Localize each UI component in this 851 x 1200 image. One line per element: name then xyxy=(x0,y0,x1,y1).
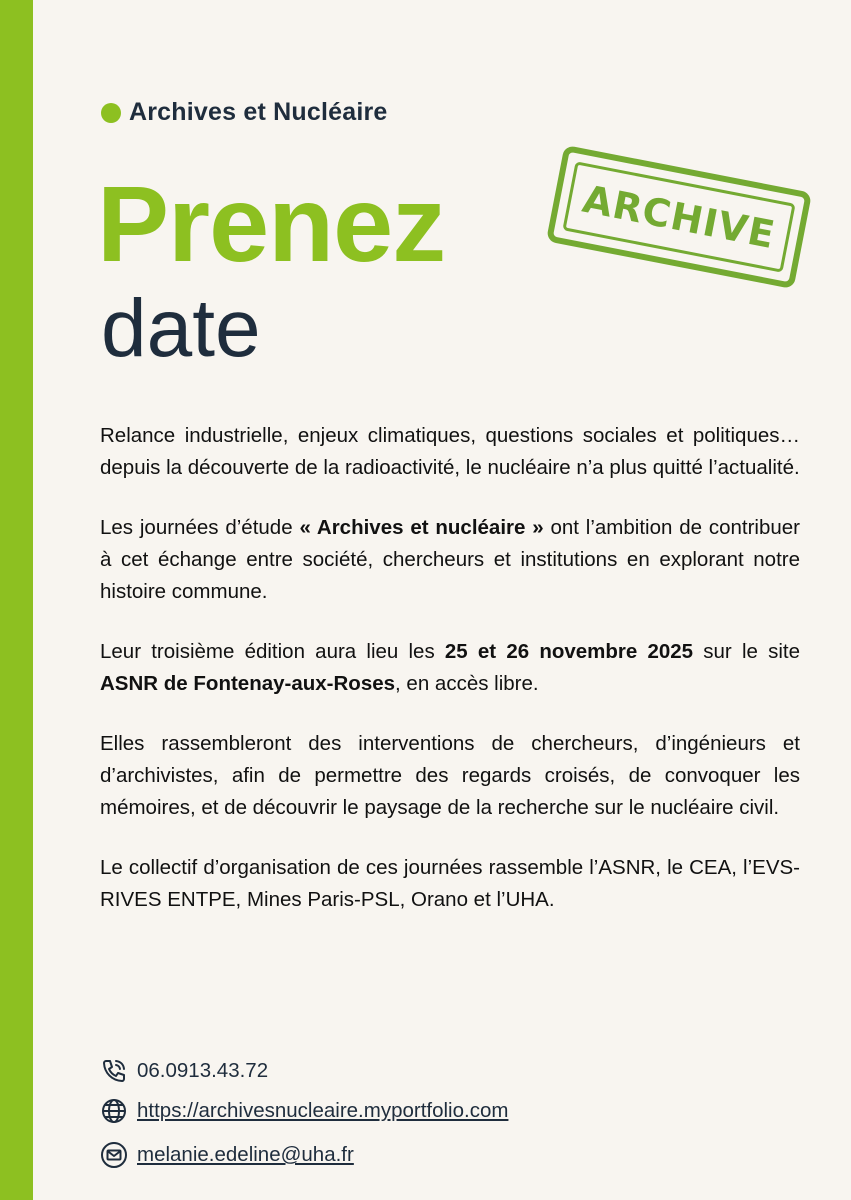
contact-website xyxy=(99,1096,508,1126)
paragraph-organizers xyxy=(100,852,800,916)
event-venue: ASNR de Fontenay-aux-Roses xyxy=(100,672,396,695)
paragraph-dates-lead: Leur troisième édition aura lieu les xyxy=(100,640,445,663)
paragraph-dates-end: , en accès libre. xyxy=(395,672,539,695)
category-tag xyxy=(101,98,388,127)
title-sub: date xyxy=(101,283,261,374)
event-dates: 25 et 26 novembre 2025 xyxy=(444,640,694,663)
website-link[interactable]: https://archivesnucleaire.myportfolio.com xyxy=(137,1099,509,1122)
phone-number[interactable]: 06.0913.43.72 xyxy=(137,1059,269,1082)
paragraph-intro-text: Relance industrielle, enjeux climatiques, questions sociales et politiques… depuis la découverte de la radioactivité, le nucléaire n’a plus quitté l’actualité. xyxy=(100,424,800,479)
globe-icon xyxy=(99,1096,129,1126)
paragraph-ambition xyxy=(100,512,800,608)
paragraph-interventions xyxy=(100,728,800,824)
paragraph-interventions-text: Elles rassembleront des interventions de chercheurs, d’ingénieurs et d’archivistes, afin de permettre des regards croisés, de convoquer les mémoires, et de découvrir le paysage de la recherche sur le nucléaire civil. xyxy=(100,732,800,819)
paragraph-organizers-text: Le collectif d’organisation de ces journées rassemble l’ASNR, le CEA, l’EVS-RIVES ENTPE, Mines Paris-PSL, Orano et l’UHA. xyxy=(100,856,800,911)
paragraph-ambition-rest: ont l’ambition de contribuer à cet échange entre société, chercheurs et institutions en explorant notre histoire commune. xyxy=(100,516,800,603)
bullet-dot-icon xyxy=(101,103,121,123)
category-label: Archives et Nucléaire xyxy=(129,98,388,126)
paragraph-dates xyxy=(100,636,800,700)
paragraph-ambition-lead: Les journées d’étude xyxy=(100,516,300,539)
mail-icon xyxy=(99,1140,129,1170)
contact-email xyxy=(99,1140,354,1170)
side-accent-bar xyxy=(0,0,33,1200)
archive-stamp xyxy=(546,145,812,289)
phone-icon xyxy=(99,1056,129,1086)
contact-phone xyxy=(99,1056,268,1086)
stamp-text: ARCHIVE xyxy=(579,176,779,258)
body-text xyxy=(100,420,800,944)
title-main: Prenez xyxy=(97,163,446,284)
email-link[interactable]: melanie.edeline@uha.fr xyxy=(137,1143,354,1166)
event-name: « Archives et nucléaire » xyxy=(299,516,544,539)
paragraph-intro xyxy=(100,420,800,484)
paragraph-dates-mid: sur le site xyxy=(693,640,801,663)
